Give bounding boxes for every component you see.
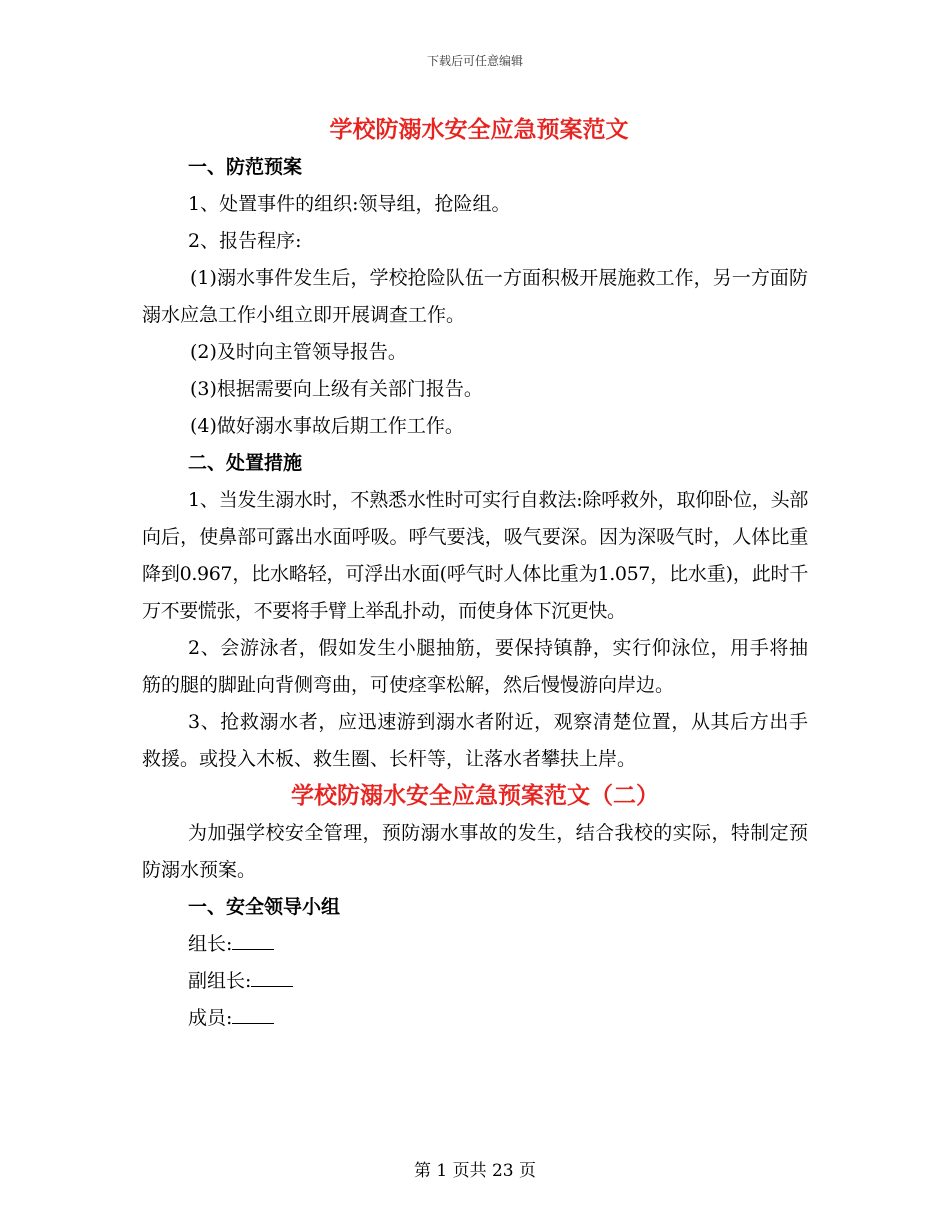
- document-title: 学校防溺水安全应急预案范文: [329, 117, 629, 143]
- section-heading-prevention: 一、防范预案: [188, 156, 303, 178]
- paragraph: (3)根据需要向上级有关部门报告。: [190, 378, 483, 400]
- paragraph: (1)溺水事件发生后，学校抢险队伍一方面积极开展施救工作，另一方面防溺水应急工作小组立即开展调查工作。: [142, 267, 808, 326]
- paragraph: 3、抢救溺水者，应迅速游到溺水者附近，观察清楚位置，从其后方出手救援。或投入木板、救生圈、长杆等，让落水者攀扶上岸。: [142, 711, 808, 770]
- paragraph: 1、处置事件的组织:领导组，抢险组。: [188, 193, 511, 215]
- members-row: [142, 1000, 808, 1037]
- paragraph: 1、当发生溺水时，不熟悉水性时可实行自救法:除呼救外，取仰卧位，头部向后，使鼻部可露出水面呼吸。呼气要浅，吸气要深。因为深吸气时，人体比重降到0.967，比水略轻，可浮出水面(呼气时人体比重为1.057，比水重)，此时千万不要慌张，不要将手臂上举乱扑动，而使身体下沉更快。: [142, 489, 808, 622]
- page-footer: 第 1 页共 23 页: [413, 1161, 537, 1181]
- paragraph: 为加强学校安全管理，预防溺水事故的发生，结合我校的实际，特制定预防溺水预案。: [142, 822, 808, 881]
- leader-label: 组长:: [188, 933, 233, 955]
- deputy-row: [142, 963, 808, 1000]
- leader-row: [142, 926, 808, 963]
- leader-blank: [232, 927, 274, 950]
- paragraph: 2、报告程序:: [188, 230, 302, 252]
- members-label: 成员:: [188, 1007, 233, 1029]
- deputy-blank: [251, 964, 293, 987]
- page-header: 下载后可任意编辑: [426, 54, 523, 68]
- paragraph: (2)及时向主管领导报告。: [190, 341, 407, 363]
- members-blank: [232, 1001, 274, 1024]
- document-body: [142, 112, 808, 1037]
- section-heading-leadership: 一、安全领导小组: [188, 896, 341, 918]
- section-heading-measures: 二、处置措施: [188, 452, 303, 474]
- document-title-2: 学校防溺水安全应急预案范文（二）: [291, 783, 659, 809]
- deputy-label: 副组长:: [188, 970, 252, 992]
- paragraph: 2、会游泳者，假如发生小腿抽筋，要保持镇静，实行仰泳位，用手将抽筋的腿的脚趾向背侧弯曲，可使痉挛松解，然后慢慢游向岸边。: [142, 637, 808, 696]
- paragraph: (4)做好溺水事故后期工作工作。: [190, 415, 464, 437]
